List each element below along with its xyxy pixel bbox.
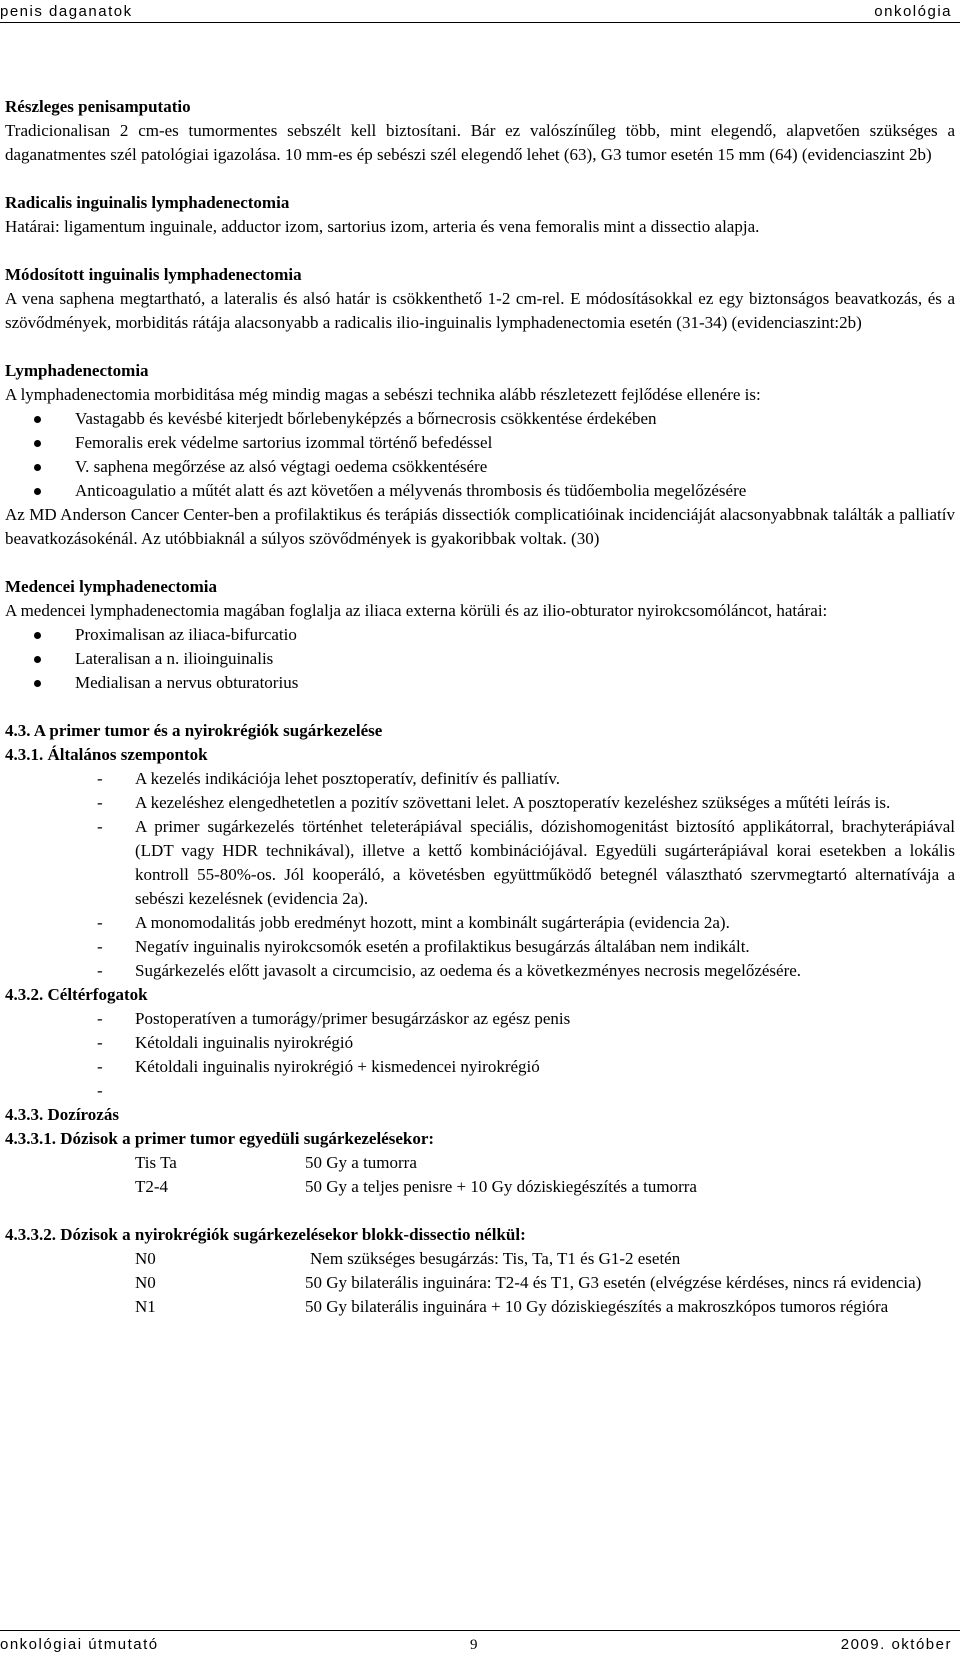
list-item: - Sugárkezelés előtt javasolt a circumcisio, az oedema és a következményes necrosis megelőzésére.: [97, 961, 802, 980]
list-item: Lateralisan a n. ilioinguinalis: [5, 647, 955, 671]
subsection-title: 4.3.3.2. Dózisok a nyirokrégiók sugárkezelésekor blokk-dissectio nélkül:: [5, 1225, 526, 1244]
footer-rule: [0, 1630, 960, 1631]
section-title: Medencei lymphadenectomia: [5, 577, 217, 596]
list-item: - A kezelés indikációja lehet posztoperatív, definitív és palliatív.: [97, 769, 561, 788]
list-item: - Kétoldali inguinalis nyirokrégió + kismedencei nyirokrégió: [97, 1057, 540, 1076]
document-body: [5, 95, 955, 1319]
paragraph: Az MD Anderson Cancer Center-ben a profilaktikus és terápiás dissectiók complicatióinak incidenciáját alacsonyabbnak találták a palliatív beavatkozásokénál. Az utóbbiaknál a súlyos szövődmények is gyakoribbak voltak. (30): [5, 505, 955, 548]
paragraph: Tradicionalisan 2 cm-es tumormentes sebszélt kell biztosítani. Bár ez valószínűleg több, mint elegendő, alapvetően szükséges a daganatmentes szél patológiai igazolása. 10 mm-es ép sebészi szél elegendő lehet (63), G3 tumor esetén 15 mm (64) (evidenciaszint 2b): [5, 121, 955, 164]
dose-text: 50 Gy bilaterális inguinára: T2-4 és T1, G3 esetén (elvégzése kérdéses, nincs rá evidencia): [305, 1273, 922, 1292]
dose-row: [5, 1247, 955, 1271]
header-left: penis daganatok: [0, 3, 133, 20]
list-item: V. saphena megőrzése az alsó végtagi oedema csökkentésére: [5, 455, 955, 479]
paragraph: A vena saphena megtartható, a lateralis és alsó határ is csökkenthető 1-2 cm-rel. E módosításokkal ez egy biztonságos beavatkozás, és a szövődmények, morbiditás rátája alacsonyabb a radicalis ilio-inguinalis lymphadenectomia esetén (31-34) (evidenciaszint:2b): [5, 289, 955, 332]
paragraph: A lymphadenectomia morbiditása még mindig magas a sebészi technika alább részletezett fejlődése ellenére is:: [5, 385, 761, 404]
bullet-list: [5, 623, 955, 695]
dose-text: 50 Gy a teljes penisre + 10 Gy dóziskiegészítés a tumorra: [305, 1177, 697, 1196]
list-item: Anticoagulatio a műtét alatt és azt követően a mélyvenás thrombosis és tüdőembolia megelőzésére: [5, 479, 955, 503]
dose-text: 50 Gy a tumorra: [305, 1153, 417, 1172]
footer-left: onkológiai útmutató: [0, 1636, 159, 1653]
paragraph: A medencei lymphadenectomia magában foglalja az iliaca externa körüli és az ilio-obturator nyirokcsomóláncot, határai:: [5, 601, 828, 620]
dose-row: [5, 1151, 955, 1175]
subsection-title: 4.3.1. Általános szempontok: [5, 745, 208, 764]
subsection-title: 4.3.3. Dozírozás: [5, 1105, 119, 1124]
dose-label: N0: [135, 1249, 156, 1268]
section-title: Radicalis inguinalis lymphadenectomia: [5, 193, 290, 212]
list-item: - A kezeléshez elengedhetetlen a pozitív szövettani lelet. A posztoperatív kezeléshez szükséges a műtéti leírás is.: [97, 793, 891, 812]
subsection-title: 4.3.3.1. Dózisok a primer tumor egyedüli sugárkezelésekor:: [5, 1129, 435, 1148]
bullet-list: [5, 407, 955, 503]
section-title: Módosított inguinalis lymphadenectomia: [5, 265, 302, 284]
page-number: 9: [470, 1637, 478, 1653]
list-item: Medialisan a nervus obturatorius: [5, 671, 955, 695]
header-right: onkológia: [874, 3, 952, 20]
dose-label: Tis Ta: [135, 1153, 177, 1172]
list-item: -: [97, 1081, 103, 1100]
list-item: - A primer sugárkezelés történhet teleterápiával speciális, dózishomogenitást biztosító applikátorral, brachyterápiával (LDT vagy HDR technikával), illetve a kettő kombinációjával. Egyedüli sugárterápiával korai esetekben a lokális kontroll 55-80%-os. Jól kooperáló, a követésben együttműködő betegnél választható szervmegtartó alternatívája a sebészi kezelésnek (evidencia 2a).: [97, 817, 955, 908]
dose-row: [5, 1175, 955, 1199]
footer-right: 2009. október: [840, 1636, 952, 1653]
subsection-title: 4.3.2. Céltérfogatok: [5, 985, 148, 1004]
section-title: 4.3. A primer tumor és a nyirokrégiók sugárkezelése: [5, 721, 383, 740]
dash-list: [5, 1007, 955, 1103]
list-item: Vastagabb és kevésbé kiterjedt bőrlebenyképzés a bőrnecrosis csökkentése érdekében: [5, 407, 955, 431]
list-item: - A monomodalitás jobb eredményt hozott, mint a kombinált sugárterápia (evidencia 2a).: [97, 913, 730, 932]
header-rule: [0, 22, 960, 23]
list-item: Femoralis erek védelme sartorius izommal történő befedéssel: [5, 431, 955, 455]
list-item: - Negatív inguinalis nyirokcsomók esetén a profilaktikus besugárzás általában nem indikált.: [97, 937, 750, 956]
dose-row: [5, 1271, 955, 1295]
dose-row: [5, 1295, 955, 1319]
list-item: Proximalisan az iliaca-bifurcatio: [5, 623, 955, 647]
paragraph: Határai: ligamentum inguinale, adductor izom, sartorius izom, arteria és vena femoralis mint a dissectio alapja.: [5, 217, 760, 236]
dose-text: Nem szükséges besugárzás: Tis, Ta, T1 és G1-2 esetén: [310, 1249, 681, 1268]
page-header: [0, 0, 960, 22]
dash-list: [5, 767, 955, 983]
dose-label: N0: [135, 1273, 156, 1292]
dose-label: T2-4: [135, 1177, 169, 1196]
list-item: - Postoperatíven a tumorágy/primer besugárzáskor az egész penis: [97, 1009, 571, 1028]
dose-text: 50 Gy bilaterális inguinára + 10 Gy dóziskiegészítés a makroszkópos tumoros régióra: [305, 1297, 889, 1316]
section-title: Lymphadenectomia: [5, 361, 149, 380]
dose-label: N1: [135, 1297, 156, 1316]
section-title: Részleges penisamputatio: [5, 97, 191, 116]
page-footer: [0, 1633, 960, 1655]
list-item: - Kétoldali inguinalis nyirokrégió: [97, 1033, 354, 1052]
